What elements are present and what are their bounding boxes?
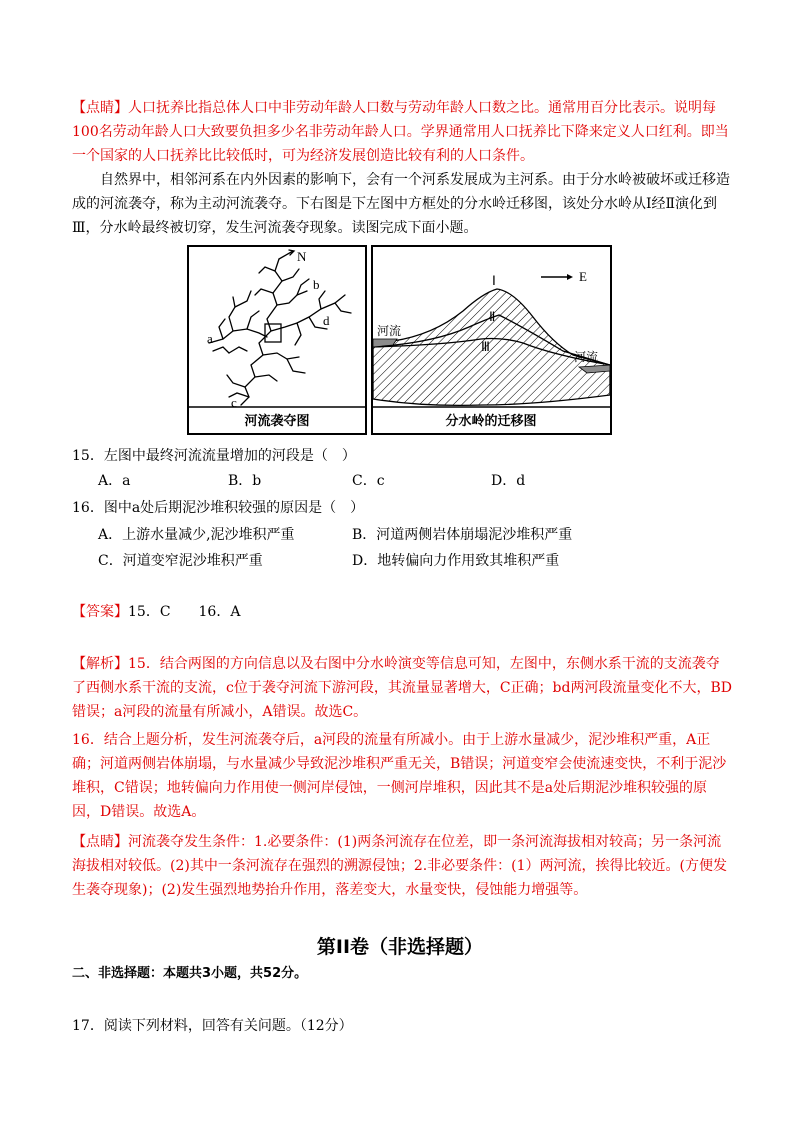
profile-ii-label: Ⅱ bbox=[489, 309, 496, 324]
label-c: c bbox=[231, 395, 237, 410]
label-d: d bbox=[323, 313, 330, 328]
analysis-16: 16．结合上题分析，发生河流袭夺后，a河段的流量有所减小。由于上游水量减少，泥沙堆积严重，A正确；河道两侧岩体崩塌，与水量减少导致泥沙堆积严重无关，B错误；河道变窄会使流速变快，不利于泥沙堆积，C错误；地转偏向力作用使一侧河岸侵蚀，一侧河岸堆积，因此其不是a处后期泥沙堆积较强的原因，D错误。故选A。 bbox=[72, 732, 727, 820]
figure-right-caption: 分水岭的迁移图 bbox=[445, 414, 537, 429]
dianjing-note-1 bbox=[72, 96, 732, 168]
dianjing-tag: 【点睛】 bbox=[72, 100, 128, 116]
dianjing-tag-2: 【点睛】 bbox=[72, 834, 128, 850]
question-16-stem: 16．图中a处后期泥沙堆积较强的原因是（ ） bbox=[72, 500, 365, 516]
q15-option-a: A．a bbox=[98, 473, 131, 489]
watershed-migration-diagram bbox=[373, 247, 610, 433]
q15-option-c: C．c bbox=[352, 473, 385, 489]
figure-river-capture bbox=[187, 245, 367, 435]
answer-tag: 【答案】 bbox=[72, 604, 128, 620]
answer-line bbox=[72, 600, 732, 624]
label-a: a bbox=[207, 331, 213, 346]
dianjing-text-2: 河流袭夺发生条件：1.必要条件：(1)两条河流存在位差，即一条河流海拔相对较高；另一条河流海拔相对较低。(2)其中一条河流存在强烈的溯源侵蚀；2.非必要条件：(1）两河流，挨得比较近。(方便发生袭夺现象)；(2)发生强烈地势抬升作用，落差变大，水量变快，侵蚀能力增强等。 bbox=[72, 834, 728, 898]
profile-iii-label: Ⅲ bbox=[481, 339, 490, 354]
q15-option-d: D．d bbox=[491, 473, 526, 489]
q16-option-c: C．河道变窄泥沙堆积严重 bbox=[98, 553, 263, 569]
dianjing-text: 人口抚养比指总体人口中非劳动年龄人口数与劳动年龄人口数之比。通常用百分比表示。说明每100名劳动年龄人口大致要负担多少名非劳动年龄人口。学界通常用人口抚养比下降来定义人口红利。即当一个国家的人口抚养比比较低时，可为经济发展创造比较有利的人口条件。 bbox=[72, 100, 729, 164]
analysis-tag: 【解析】 bbox=[72, 656, 128, 672]
q16-option-b: B．河道两侧岩体崩塌泥沙堆积严重 bbox=[352, 527, 573, 543]
river-capture-map bbox=[189, 247, 365, 433]
east-label: E bbox=[579, 269, 587, 284]
river-left-label: 河流 bbox=[377, 324, 402, 338]
terrain-section bbox=[373, 289, 610, 405]
section-2-heading: 二、非选择题：本题共3小题，共52分。 bbox=[72, 966, 308, 981]
question-17-stem: 17．阅读下列材料，回答有关问题。（12分） bbox=[72, 1018, 353, 1034]
analysis-15 bbox=[72, 652, 732, 724]
q16-option-d: D．地转偏向力作用致其堆积严重 bbox=[352, 553, 560, 569]
label-b: b bbox=[313, 277, 320, 292]
north-label: N bbox=[297, 249, 307, 264]
dianjing-note-2 bbox=[72, 830, 732, 902]
figure-left-caption: 河流袭夺图 bbox=[244, 414, 310, 429]
analysis-15-text: 15．结合两图的方向信息以及右图中分水岭演变等信息可知，左图中，东侧水系干流的支流袭夺了西侧水系干流的支流，c位于袭夺河流下游河段，其流量显著增大，C正确；bd两河段流量变化不大，BD错误；a河段的流量有所减小，A错误。故选C。 bbox=[72, 656, 732, 720]
reading-passage: 自然界中，相邻河系在内外因素的影响下，会有一个河系发展成为主河系。由于分水岭被破坏或迁移造成的河流袭夺，称为主动河流袭夺。下右图是下左图中方框处的分水岭迁移图，该处分水岭从Ⅰ经Ⅱ演化到Ⅲ，分水岭最终被切穿，发生河流袭夺现象。读图完成下面小题。 bbox=[72, 172, 730, 236]
answer-text: 15．C 16．A bbox=[128, 604, 241, 620]
q16-option-a: A．上游水量减少,泥沙堆积严重 bbox=[98, 527, 295, 543]
q15-option-b: B．b bbox=[228, 473, 262, 489]
part-2-title: 第II卷（非选择题） bbox=[316, 936, 484, 958]
question-15-stem: 15．左图中最终河流流量增加的河段是（ ） bbox=[72, 448, 356, 464]
figure-watershed-migration bbox=[371, 245, 612, 435]
river-right-label: 河流 bbox=[574, 350, 599, 364]
profile-i-label: Ⅰ bbox=[492, 273, 496, 288]
capture-box-marker bbox=[265, 324, 281, 342]
